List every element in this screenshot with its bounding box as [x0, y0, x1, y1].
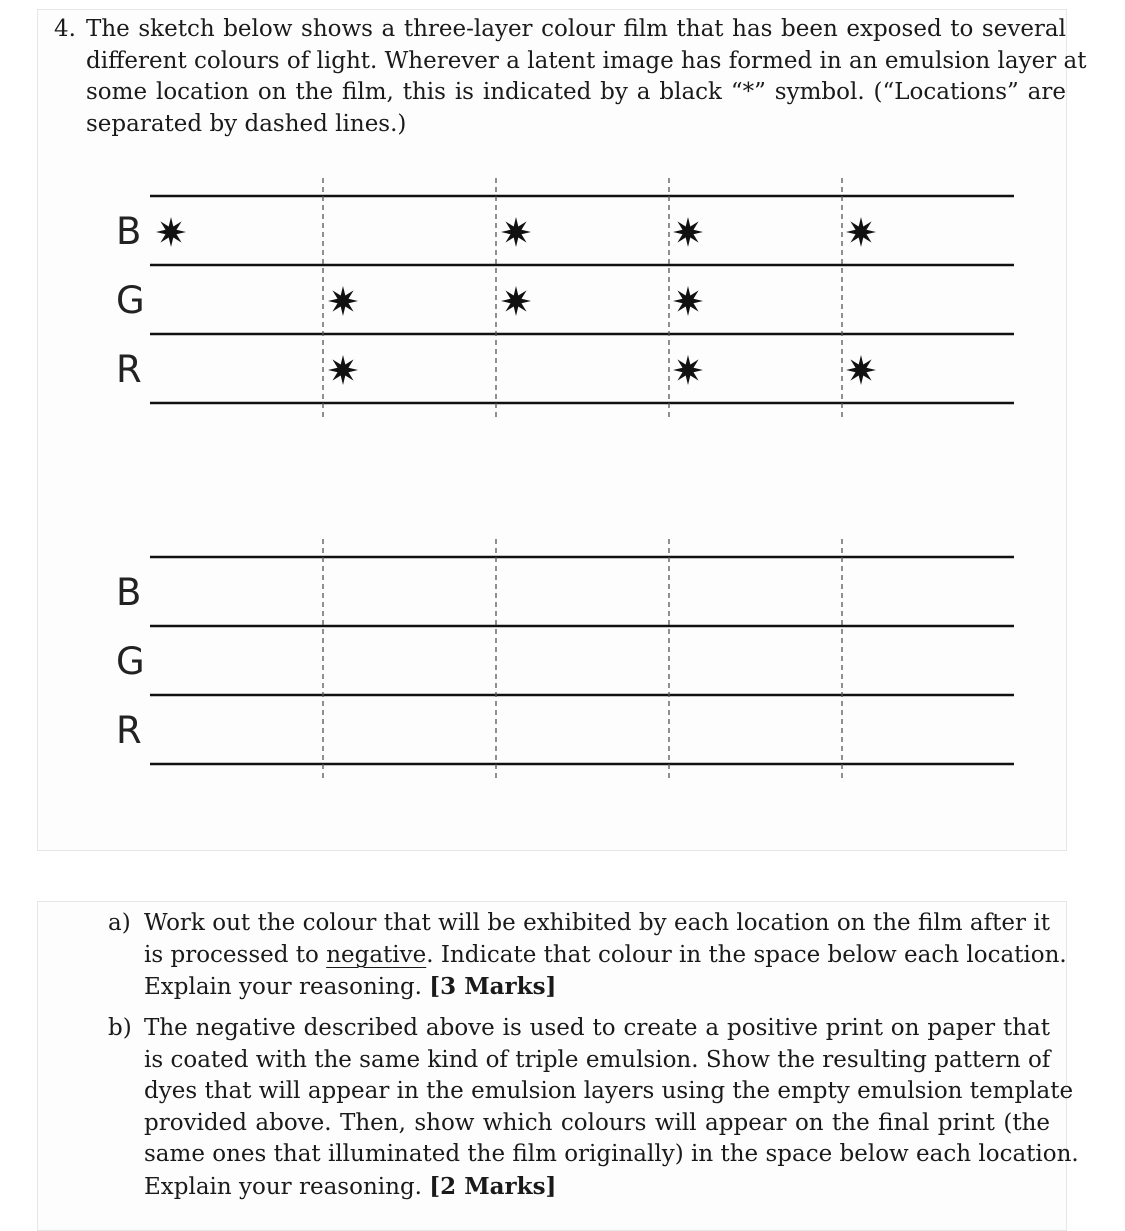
question-line: some location on the film, this is indicated by a black “*” symbol. (“Locations” are — [86, 79, 1066, 105]
question-number: 4. — [54, 16, 76, 42]
part-a-line: Work out the colour that will be exhibited by each location on the film after it — [144, 910, 1050, 936]
part-a-letter: a) — [108, 910, 131, 936]
latent-image-star-icon — [328, 355, 358, 385]
part-a-text — [144, 908, 1067, 1004]
latent-image-star-icon — [846, 355, 876, 385]
part-a-marks: [3 Marks] — [429, 973, 557, 1000]
latent-image-star-icon — [673, 217, 703, 247]
part-b-line: The negative described above is used to create a positive print on paper that — [144, 1015, 1050, 1041]
layer-label-r: R — [116, 348, 142, 391]
question-line: separated by dashed lines.) — [86, 110, 407, 137]
part-b-line: dyes that will appear in the emulsion layers using the empty emulsion template — [144, 1078, 1074, 1104]
part-b-line: provided above. Then, show which colours will appear on the final print (the — [144, 1109, 1050, 1136]
layer-label-r: R — [116, 709, 142, 752]
layer-label-g: G — [116, 640, 145, 683]
latent-image-star-icon — [501, 286, 531, 316]
latent-image-star-icon — [673, 355, 703, 385]
layer-label-g: G — [116, 279, 145, 322]
question-line: different colours of light. Wherever a latent image has formed in an emulsion layer at — [86, 47, 1087, 74]
part-b-line: is coated with the same kind of triple emulsion. Show the resulting pattern of — [144, 1046, 1051, 1073]
part-b-text — [144, 1013, 1079, 1203]
part-a-line: Explain your reasoning. [3 Marks] — [144, 973, 557, 1000]
latent-image-star-icon — [328, 286, 358, 316]
part-a-line: is processed to negative. Indicate that colour in the space below each location. — [144, 941, 1067, 968]
part-b-line: Explain your reasoning. [2 Marks] — [144, 1172, 557, 1200]
latent-image-star-icon — [846, 217, 876, 247]
latent-image-star-icon — [156, 217, 186, 247]
latent-image-star-icon — [673, 286, 703, 316]
layer-label-b: B — [116, 210, 142, 253]
question-line: The sketch below shows a three-layer colour film that has been exposed to several — [86, 16, 1066, 42]
layer-label-b: B — [116, 571, 142, 614]
part-b-marks: [2 Marks] — [429, 1172, 557, 1200]
empty-film-template — [116, 539, 1014, 782]
parts-panel — [37, 901, 1079, 1231]
negative-term: negative — [326, 941, 427, 968]
exposed-film-diagram — [116, 178, 1014, 421]
part-b-letter: b) — [108, 1015, 132, 1041]
latent-image-star-icon — [501, 217, 531, 247]
part-b-line: same ones that illuminated the film originally) in the space below each location. — [144, 1141, 1079, 1167]
